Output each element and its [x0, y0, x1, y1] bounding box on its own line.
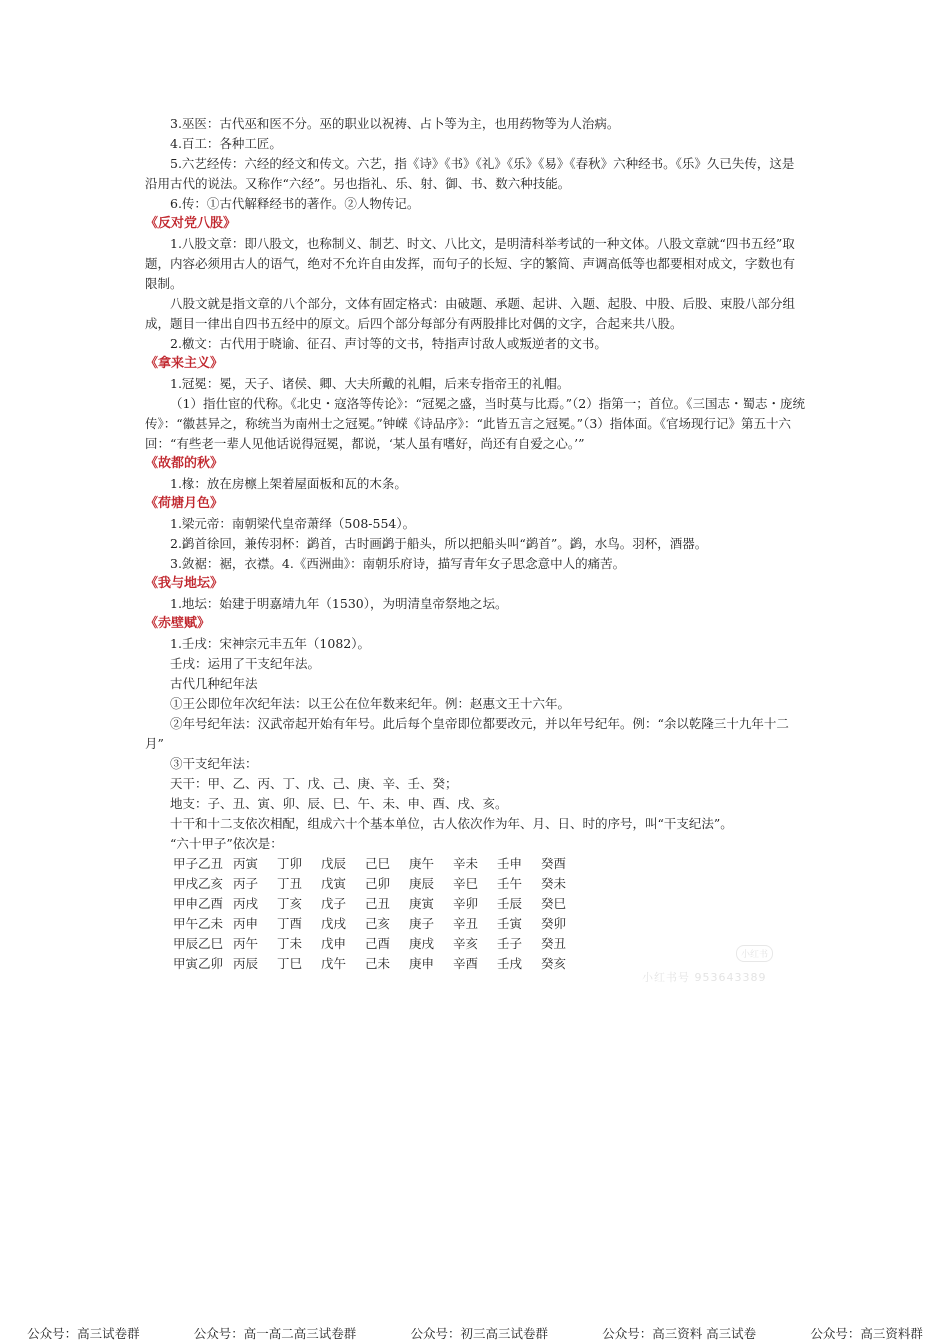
table-cell: 辛酉 [453, 956, 479, 971]
paragraph: 1.壬戌：宋神宗元丰五年（1082）。 [170, 636, 370, 651]
paragraph: ③干支纪年法： [170, 756, 258, 771]
table-cell: 庚辰 [409, 876, 435, 891]
table-cell: 辛丑 [453, 916, 479, 931]
paragraph: 八股文就是指文章的八个部分，文体有固定格式：由破题、承题、起讲、入题、起股、中股、后股、束股八部分组成，题目一律出自四书五经中的原文。后四个部分每部分有两股排比对偶的文字，合起来共八股。 [145, 296, 796, 331]
section-heading: 《赤壁赋》 [145, 616, 211, 631]
footer-item: 公众号：高三试卷群 [27, 1326, 140, 1341]
paragraph: 1.冠冕：冕，天子、诸侯、卿、大夫所戴的礼帽，后来专指帝王的礼帽。 [170, 376, 570, 391]
table-cell: 辛未 [453, 856, 479, 871]
table-cell: 辛巳 [453, 876, 479, 891]
table-cell: 庚午 [409, 856, 435, 871]
table-cell: 癸酉 [541, 856, 567, 871]
document-body [145, 114, 805, 974]
paragraph: 2.檄文：古代用于晓谕、征召、声讨等的文书，特指声讨敌人或叛逆者的文书。 [170, 336, 607, 351]
table-cell: 辛亥 [453, 936, 479, 951]
table-cell: 癸巳 [541, 896, 567, 911]
footer-item: 公众号：初三高三试卷群 [410, 1326, 549, 1341]
table-cell: 甲子乙丑 [173, 856, 224, 871]
section-heading: 《荷塘月色》 [145, 496, 224, 511]
table-cell: 丁亥 [277, 896, 303, 911]
table-cell: 丁卯 [277, 856, 303, 871]
table-cell: 甲午乙未 [173, 916, 224, 931]
table-cell: 己卯 [365, 876, 391, 891]
paragraph: 天干：甲、乙、丙、丁、戊、己、庚、辛、壬、癸； [170, 776, 458, 791]
paragraph: 古代几种纪年法 [170, 676, 258, 691]
paragraph: ①王公即位年次纪年法：以王公在位年数来纪年。例：赵惠文王十六年。 [170, 696, 571, 711]
table-cell: 甲戌乙亥 [173, 876, 224, 891]
table-cell: 壬辰 [497, 896, 523, 911]
table-row [145, 894, 805, 914]
table-cell: 丙寅 [233, 856, 259, 871]
table-cell: 己丑 [365, 896, 391, 911]
table-row [145, 874, 805, 894]
paragraph: 壬戌：运用了干支纪年法。 [170, 656, 321, 671]
table-cell: 丙申 [233, 916, 259, 931]
table-cell: 庚申 [409, 956, 435, 971]
watermark [642, 945, 792, 989]
table-cell: 丁未 [277, 936, 303, 951]
table-cell: 戊戌 [321, 916, 347, 931]
table-cell: 己酉 [365, 936, 391, 951]
watermark-text: 小红书号 953643389 [642, 971, 767, 984]
table-cell: 戊午 [321, 956, 347, 971]
table-cell: 辛卯 [453, 896, 479, 911]
table-cell: 戊申 [321, 936, 347, 951]
table-cell: 癸丑 [541, 936, 567, 951]
table-cell: 癸卯 [541, 916, 567, 931]
table-cell: 丁丑 [277, 876, 303, 891]
table-cell: 丁巳 [277, 956, 303, 971]
table-cell: 甲辰乙巳 [173, 936, 224, 951]
table-row [145, 854, 805, 874]
paragraph: 1.椽：放在房檩上架着屋面板和瓦的木条。 [170, 476, 407, 491]
table-cell: 壬子 [497, 936, 523, 951]
paragraph: “六十甲子”依次是： [170, 836, 283, 851]
section-heading: 《拿来主义》 [145, 356, 224, 371]
footer-item: 公众号：高三资料 高三试卷 [602, 1326, 757, 1341]
section-heading: 《故都的秋》 [145, 456, 224, 471]
table-cell: 庚子 [409, 916, 435, 931]
section-heading: 《反对党八股》 [145, 216, 237, 231]
footer-item: 公众号：高一高二高三试卷群 [193, 1326, 357, 1341]
paragraph: 5.六艺经传：六经的经文和传文。六艺，指《诗》《书》《礼》《乐》《易》《春秋》六种经书。《乐》久已失传，这是沿用古代的说法。又称作“六经”。另也指礼、乐、射、御、书、数六种技能。 [145, 156, 795, 191]
table-cell: 丙午 [233, 936, 259, 951]
footer-item: 公众号：高三资料群 [810, 1326, 923, 1341]
table-cell: 丁酉 [277, 916, 303, 931]
paragraph: 1.八股文章：即八股文，也称制义、制艺、时文、八比文，是明清科举考试的一种文体。八股文章就“四书五经”取题，内容必须用古人的语气，绝对不允许自由发挥，而句子的长短、字的繁简、声调高低等也都要相对成文，字数也有限制。 [145, 236, 796, 291]
page-footer [0, 1322, 950, 1344]
table-cell: 丙子 [233, 876, 259, 891]
table-cell: 癸亥 [541, 956, 567, 971]
paragraph: 地支：子、丑、寅、卯、辰、巳、午、未、申、酉、戌、亥。 [170, 796, 508, 811]
table-row [145, 914, 805, 934]
table-cell: 戊寅 [321, 876, 347, 891]
table-cell: 壬申 [497, 856, 523, 871]
section-heading: 《我与地坛》 [145, 576, 224, 591]
table-cell: 壬戌 [497, 956, 523, 971]
table-cell: 庚戌 [409, 936, 435, 951]
paragraph: 4.百工：各种工匠。 [170, 136, 282, 151]
table-cell: 甲寅乙卯 [173, 956, 224, 971]
table-cell: 戊辰 [321, 856, 347, 871]
table-cell: 壬寅 [497, 916, 523, 931]
table-cell: 丙戌 [233, 896, 259, 911]
table-cell: 庚寅 [409, 896, 435, 911]
table-cell: 己巳 [365, 856, 391, 871]
table-cell: 甲申乙酉 [173, 896, 224, 911]
paragraph: 2.鹢首徐回，兼传羽杯：鹢首，古时画鹢于船头，所以把船头叫“鹢首”。鹢，水鸟。羽杯，酒器。 [170, 536, 708, 551]
paragraph: 3.巫医：古代巫和医不分。巫的职业以祝祷、占卜等为主，也用药物等为人治病。 [170, 116, 620, 131]
paragraph: （1）指仕宦的代称。《北史・寇洛等传论》：“冠冕之盛，当时莫与比焉。”（2）指第一；首位。《三国志・蜀志・庞统传》：“徽甚异之，称统当为南州士之冠冕。”钟嵘《诗品序》：“此皆五言之冠冕。”（3）指体面。《官场现行记》第五十六回：“有些老一辈人见他话说得冠冕，都说，‘某人虽有嗜好，尚还有自爱之心。’” [145, 396, 805, 451]
paragraph: 1.地坛：始建于明嘉靖九年（1530），为明清皇帝祭地之坛。 [170, 596, 508, 611]
paragraph: ②年号纪年法：汉武帝起开始有年号。此后每个皇帝即位都要改元，并以年号纪年。例：“余以乾隆三十九年十二月” [145, 716, 789, 751]
paragraph: 十干和十二支依次相配，组成六十个基本单位，古人依次作为年、月、日、时的序号，叫“干支纪法”。 [170, 816, 733, 831]
table-cell: 己亥 [365, 916, 391, 931]
table-cell: 己未 [365, 956, 391, 971]
paragraph: 1.梁元帝：南朝梁代皇帝萧绎（508-554）。 [170, 516, 416, 531]
table-cell: 丙辰 [233, 956, 259, 971]
table-cell: 癸未 [541, 876, 567, 891]
table-cell: 壬午 [497, 876, 523, 891]
paragraph: 3.敛裾：裾，衣襟。4.《西洲曲》：南朝乐府诗，描写青年女子思念意中人的痛苦。 [170, 556, 626, 571]
watermark-badge: 小红书 [736, 945, 773, 962]
table-cell: 戊子 [321, 896, 347, 911]
paragraph: 6.传：①古代解释经书的著作。②人物传记。 [170, 196, 420, 211]
